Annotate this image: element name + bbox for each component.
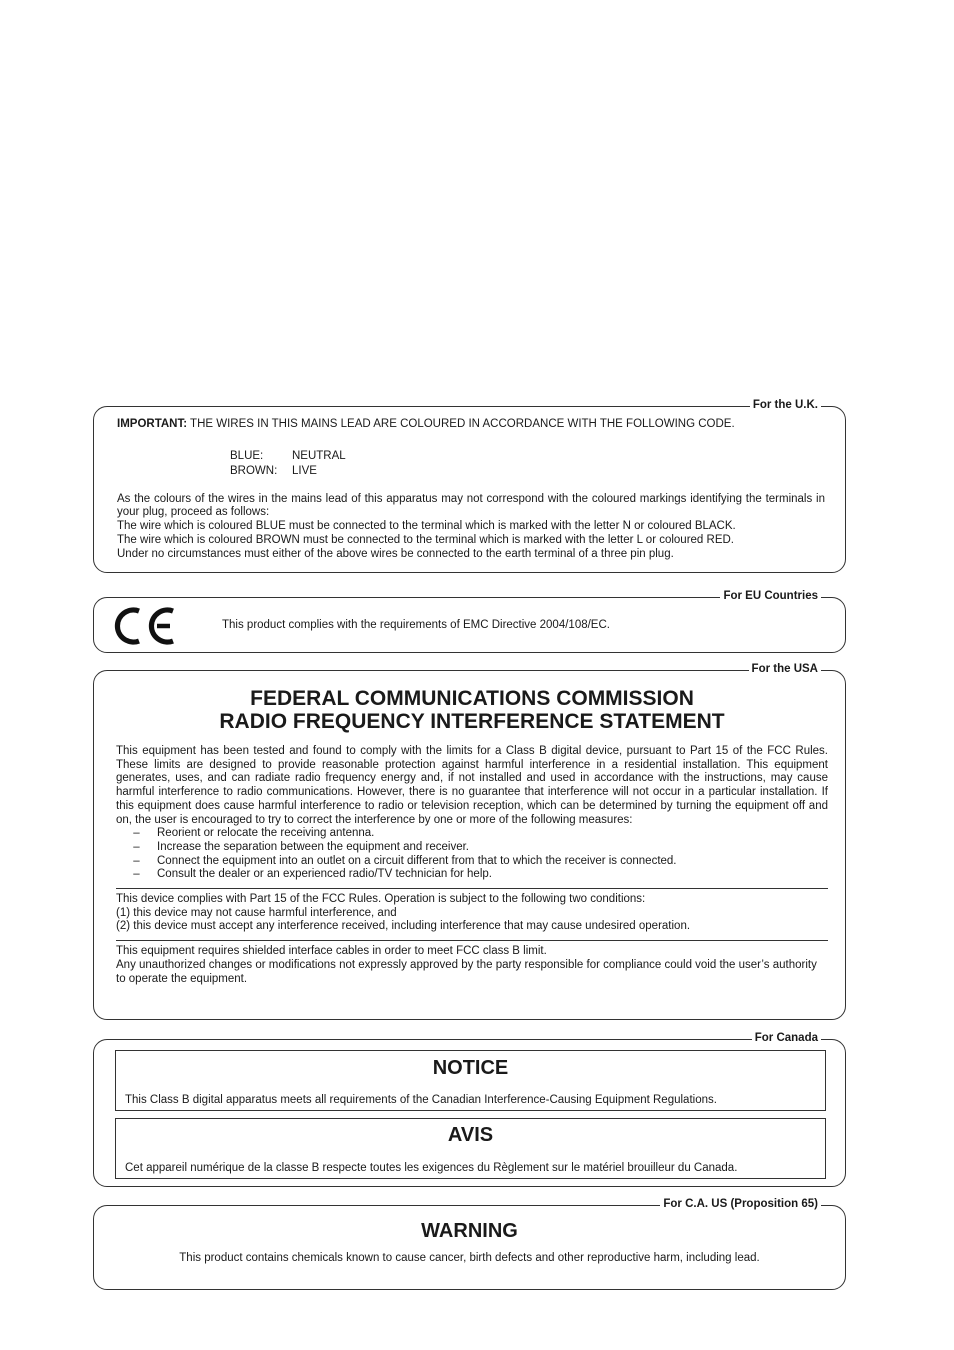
uk-code-blue xyxy=(230,449,825,464)
avis-title: AVIS xyxy=(447,1124,494,1146)
eu-tag: For EU Countries xyxy=(720,588,821,604)
ce-mark-icon xyxy=(112,606,178,646)
uk-section xyxy=(93,399,846,573)
uk-important-text: THE WIRES IN THIS MAINS LEAD ARE COLOURED IN ACCORDANCE WITH THE FOLLOWING CODE. xyxy=(187,418,735,430)
uk-important-line xyxy=(117,418,825,432)
list-item xyxy=(116,855,828,869)
fcc-paragraph: This equipment has been tested and found to comply with the limits for a Class B digital device, pursuant to Part 15 of the FCC Rules. These limits are designed to provide reasonable protection against harmful interference in a residential installation. This equipment generates, uses, and can radiate radio frequency energy and, if not installed and used in accordance with the instructions, may cause harmful interference to radio communications. However, there is no guarantee that interference will not occur in a particular installation. If this equipment does cause harmful interference to radio or television reception, which can be determined by turning the equipment off and on, the user is encouraged to try to correct the interference by one or more of the following measures: xyxy=(116,745,828,826)
fcc-changes: Any unauthorized changes or modifications not expressly approved by the party responsible for compliance could void the user’s authority to operate the equipment. xyxy=(116,958,817,985)
uk-code-value: NEUTRAL xyxy=(292,449,346,462)
uk-line-brown: The wire which is coloured BROWN must be connected to the terminal which is marked with the letter L or coloured RED. xyxy=(117,533,734,546)
notice-title: NOTICE xyxy=(432,1057,509,1079)
measure-text: Connect the equipment into an outlet on a circuit different from that to which the receiver is connected. xyxy=(157,854,677,867)
warning-title: WARNING xyxy=(421,1220,518,1242)
uk-line-earth: Under no circumstances must either of the above wires be connected to the earth terminal of a three pin plug. xyxy=(117,547,674,560)
dash-bullet: – xyxy=(133,854,140,867)
measure-text: Increase the separation between the equipment and receiver. xyxy=(157,840,469,853)
eu-text: This product complies with the requirements of EMC Directive 2004/108/EC. xyxy=(222,619,610,631)
divider xyxy=(116,888,828,889)
dash-bullet: – xyxy=(133,868,140,881)
prop65-tag: For C.A. US (Proposition 65) xyxy=(660,1196,821,1212)
usa-section xyxy=(93,663,846,1020)
measure-text: Reorient or relocate the receiving antenna. xyxy=(157,827,375,840)
uk-code-value: LIVE xyxy=(292,464,317,477)
fcc-condition-1: (1) this device may not cause harmful interference, and xyxy=(116,906,397,919)
canada-tag: For Canada xyxy=(752,1030,821,1046)
fcc-title-line-2: RADIO FREQUENCY INTERFERENCE STATEMENT xyxy=(219,710,725,733)
prop65-section xyxy=(93,1198,846,1290)
fcc-measures-list xyxy=(116,827,828,882)
canada-section xyxy=(93,1032,846,1187)
list-item xyxy=(116,841,828,855)
fcc-shielded: This equipment requires shielded interface cables in order to meet FCC class B limit. xyxy=(116,945,547,958)
dash-bullet: – xyxy=(133,827,140,840)
dash-bullet: – xyxy=(133,840,140,853)
notice-box xyxy=(115,1050,826,1111)
usa-tag: For the USA xyxy=(749,661,821,677)
list-item xyxy=(116,827,828,841)
fcc-title-line-1: FEDERAL COMMUNICATIONS COMMISSION xyxy=(250,687,694,710)
uk-wire-codes xyxy=(230,449,825,479)
uk-tag: For the U.K. xyxy=(750,397,821,413)
eu-section xyxy=(93,590,846,653)
warning-text: This product contains chemicals known to cause cancer, birth defects and other reproductive harm, including lead. xyxy=(179,1252,760,1264)
uk-code-key: BROWN: xyxy=(230,464,278,477)
uk-code-brown xyxy=(230,464,825,479)
uk-paragraph: As the colours of the wires in the mains lead of this apparatus may not correspond with the coloured markings identifying the terminals in your plug, proceed as follows: xyxy=(117,492,825,519)
list-item xyxy=(116,868,828,882)
uk-line-blue: The wire which is coloured BLUE must be connected to the terminal which is marked with the letter N or coloured BLACK. xyxy=(117,520,736,533)
avis-box xyxy=(115,1118,826,1179)
fcc-condition-2: (2) this device must accept any interference received, including interference that may cause undesired operation. xyxy=(116,920,691,933)
measure-text: Consult the dealer or an experienced radio/TV technician for help. xyxy=(157,868,492,881)
uk-important-label: IMPORTANT: xyxy=(117,418,188,430)
avis-text: Cet appareil numérique de la classe B respecte toutes les exigences du Règlement sur le matériel brouilleur du Canada. xyxy=(125,1162,738,1174)
notice-text: This Class B digital apparatus meets all requirements of the Canadian Interference-Causing Equipment Regulations. xyxy=(125,1094,717,1106)
uk-code-key: BLUE: xyxy=(230,449,264,462)
divider xyxy=(116,940,828,941)
fcc-compliance: This device complies with Part 15 of the FCC Rules. Operation is subject to the following two conditions: xyxy=(116,893,646,906)
